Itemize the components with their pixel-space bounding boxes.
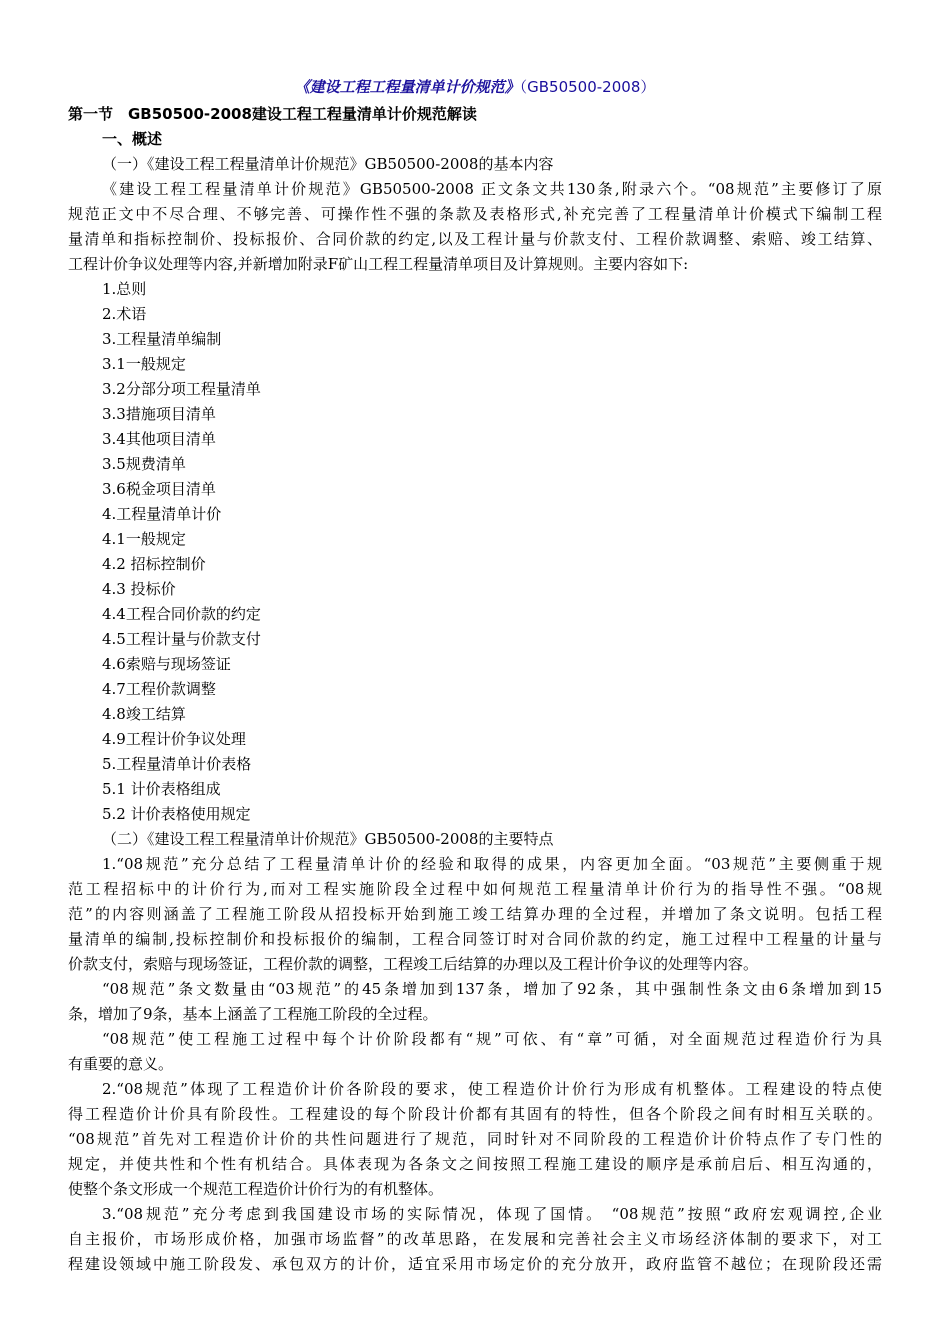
paragraph-3-line: “08规范”条文数量由“03规范”的45条增加到137条，增加了92条，其中强制性条文由6条增加到15 — [102, 980, 882, 998]
toc-item: 4.5工程计量与价款支付 — [102, 630, 261, 648]
toc-item: 4.7工程价款调整 — [102, 680, 216, 698]
paragraph-2-line: 范工程招标中的计价行为,而对工程实施阶段全过程中如何规范工程量清单计价行为的指导性不强。“08规 — [68, 880, 882, 898]
paragraph-1-line: 工程计价争议处理等内容,并新增加附录F矿山工程工程量清单项目及计算规则。主要内容如下: — [68, 255, 689, 273]
paragraph-2-line: 量清单的编制,投标控制价和投标报价的编制，工程合同签订时对合同价款的约定，施工过程中工程量的计量与 — [68, 930, 882, 948]
toc-item: 5.2 计价表格使用规定 — [102, 805, 251, 823]
toc-item: 3.1一般规定 — [102, 355, 186, 373]
toc-item: 3.3措施项目清单 — [102, 405, 216, 423]
toc-item: 4.1一般规定 — [102, 530, 186, 548]
toc-item: 3.6税金项目清单 — [102, 480, 216, 498]
paragraph-6-line: 自主报价，市场形成价格，加强市场监督”的改革思路，在发展和完善社会主义市场经济体制的要求下，对工 — [68, 1230, 882, 1248]
toc-item: 3.工程量清单编制 — [102, 330, 222, 348]
toc-item: 4.9工程计价争议处理 — [102, 730, 246, 748]
paragraph-5-line: “08规范”首先对工程造价计价的共性问题进行了规范，同时针对不同阶段的工程造价计价特点作了专门性的 — [68, 1130, 882, 1148]
subsection-1-heading: （一）《建设工程工程量清单计价规范》GB50500-2008的基本内容 — [102, 155, 554, 173]
overview-heading: 一、概述 — [102, 130, 163, 148]
paragraph-3-line: 条，增加了9条，基本上涵盖了工程施工阶段的全过程。 — [68, 1005, 438, 1023]
toc-item: 3.2分部分项工程量清单 — [102, 380, 261, 398]
paragraph-5-line: 使整个条文形成一个规范工程造价计价行为的有机整体。 — [68, 1180, 444, 1198]
title-code: （GB50500-2008） — [519, 78, 656, 96]
toc-item: 4.3 投标价 — [102, 580, 176, 598]
paragraph-4-line: 有重要的意义。 — [68, 1055, 174, 1073]
toc-item: 4.4工程合同价款的约定 — [102, 605, 261, 623]
paragraph-4-line: “08规范”使工程施工过程中每个计价阶段都有“规”可依、有“章”可循，对全面规范过程造价行为具 — [102, 1030, 882, 1048]
title-text: 《建设工程工程量清单计价规范》 — [294, 78, 520, 96]
toc-item: 1.总则 — [102, 280, 147, 298]
subsection-2-heading: （二）《建设工程工程量清单计价规范》GB50500-2008的主要特点 — [102, 830, 554, 848]
paragraph-2-line: 价款支付，索赔与现场签证，工程价款的调整，工程竣工后结算的办理以及工程计价争议的处理等内容。 — [68, 955, 759, 973]
toc-item: 4.6索赔与现场签证 — [102, 655, 231, 673]
toc-item: 5.1 计价表格组成 — [102, 780, 221, 798]
paragraph-1-line: 《建设工程工程量清单计价规范》GB50500-2008 正文条文共130条,附录六个。“08规范”主要修订了原 — [102, 180, 882, 198]
paragraph-5-line: 2.“08规范”体现了工程造价计价各阶段的要求，使工程造价计价行为形成有机整体。工程建设的特点使 — [102, 1080, 882, 1098]
toc-item: 2.术语 — [102, 305, 147, 323]
toc-item: 4.工程量清单计价 — [102, 505, 222, 523]
toc-item: 5.工程量清单计价表格 — [102, 755, 252, 773]
paragraph-1-line: 量清单和指标控制价、投标报价、合同价款的约定,以及工程计量与价款支付、工程价款调整、索赔、竣工结算、 — [68, 230, 882, 248]
paragraph-6-line: 程建设领域中施工阶段发、承包双方的计价，适宜采用市场定价的充分放开，政府监管不越位；在现阶段还需 — [68, 1255, 882, 1273]
paragraph-5-line: 规定，并使共性和个性有机结合。具体表现为各条文之间按照工程施工建设的顺序是承前启后、相互沟通的， — [68, 1155, 882, 1173]
paragraph-1-line: 规范正文中不尽合理、不够完善、可操作性不强的条款及表格形式,补充完善了工程量清单计价模式下编制工程 — [68, 205, 882, 223]
paragraph-2-line: 1.“08规范”充分总结了工程量清单计价的经验和取得的成果，内容更加全面。“03规范”主要侧重于规 — [102, 855, 882, 873]
toc-item: 4.8竣工结算 — [102, 705, 186, 723]
paragraph-5-line: 得工程造价计价具有阶段性。工程建设的每个阶段计价都有其固有的特性，但各个阶段之间有时相互关联的。 — [68, 1105, 882, 1123]
paragraph-6-line: 3.“08规范”充分考虑到我国建设市场的实际情况，体现了国情。 “08规范”按照“政府宏观调控,企业 — [102, 1205, 882, 1223]
paragraph-2-line: 范”的内容则涵盖了工程施工阶段从招投标开始到施工竣工结算办理的全过程，并增加了条文说明。包括工程 — [68, 905, 882, 923]
toc-item: 3.4其他项目清单 — [102, 430, 216, 448]
section-heading: 第一节 GB50500-2008建设工程工程量清单计价规范解读 — [68, 105, 477, 123]
document-title — [0, 77, 950, 97]
toc-item: 4.2 招标控制价 — [102, 555, 206, 573]
toc-item: 3.5规费清单 — [102, 455, 186, 473]
